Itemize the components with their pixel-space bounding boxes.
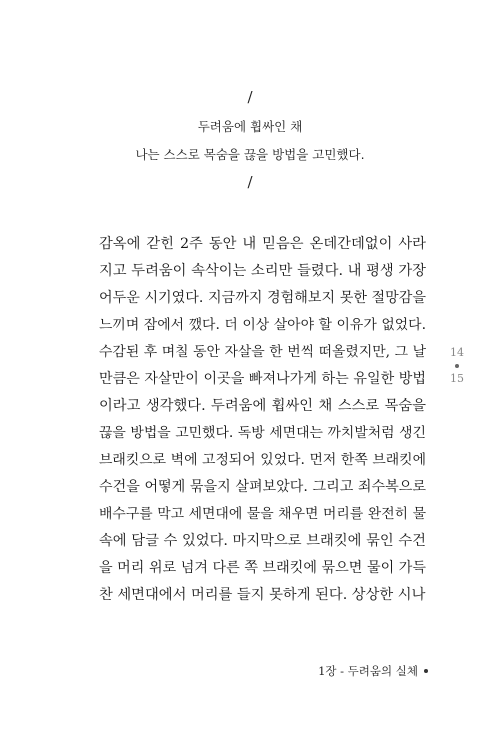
body-line: 속에 담글 수 있었다. 마지막으로 브래킷에 묶인 수건 (99, 533, 426, 549)
epigraph-slash-bottom: / (247, 173, 253, 191)
body-line: 수건을 어떻게 묶을지 살펴보았다. 그리고 죄수복으로 (99, 479, 426, 495)
body-line: 끊을 방법을 고민했다. 독방 세면대는 까치발처럼 생긴 (99, 425, 426, 441)
epigraph-line-1: 두려움에 휩싸인 채 (197, 119, 303, 134)
body-line: 만큼은 자살만이 이곳을 빠져나가게 하는 유일한 방법 (99, 371, 426, 387)
body-line: 배수구를 막고 세면대에 물을 채우면 머리를 완전히 물 (99, 506, 426, 522)
body-paragraph (99, 231, 426, 609)
epigraph-line-2: 나는 스스로 목숨을 끊을 방법을 고민했다. (135, 147, 365, 162)
page-number-right: 15 (450, 372, 464, 385)
body-line: 느끼며 잠에서 깼다. 더 이상 살아야 할 이유가 없었다. (99, 317, 426, 333)
running-footer (318, 663, 428, 679)
epigraph-slash-top: / (247, 88, 253, 106)
page-number-left: 14 (450, 346, 464, 359)
body-line: 수감된 후 며칠 동안 자살을 한 번씩 떠올렸지만, 그 날 (99, 344, 426, 360)
body-line: 어두운 시기였다. 지금까지 경험해보지 못한 절망감을 (99, 290, 426, 306)
body-line: 찬 세면대에서 머리를 들지 못하게 된다. 상상한 시나 (99, 587, 426, 603)
body-line: 을 머리 위로 넘겨 다른 쪽 브래킷에 묶으면 물이 가득 (99, 560, 426, 576)
page-separator-dot-icon (455, 364, 459, 368)
body-line: 지고 두려움이 속삭이는 소리만 들렸다. 내 평생 가장 (99, 263, 426, 279)
body-line: 이라고 생각했다. 두려움에 휩싸인 채 스스로 목숨을 (99, 398, 426, 414)
page-number-marker (440, 346, 474, 386)
running-title: 1장 - 두려움의 실체 (318, 664, 418, 678)
body-line: 감옥에 갇힌 2주 동안 내 믿음은 온데간데없이 사라 (99, 236, 426, 252)
footer-dot-icon (424, 669, 428, 673)
body-line: 브래킷으로 벽에 고정되어 있었다. 먼저 한쪽 브래킷에 (99, 452, 426, 468)
